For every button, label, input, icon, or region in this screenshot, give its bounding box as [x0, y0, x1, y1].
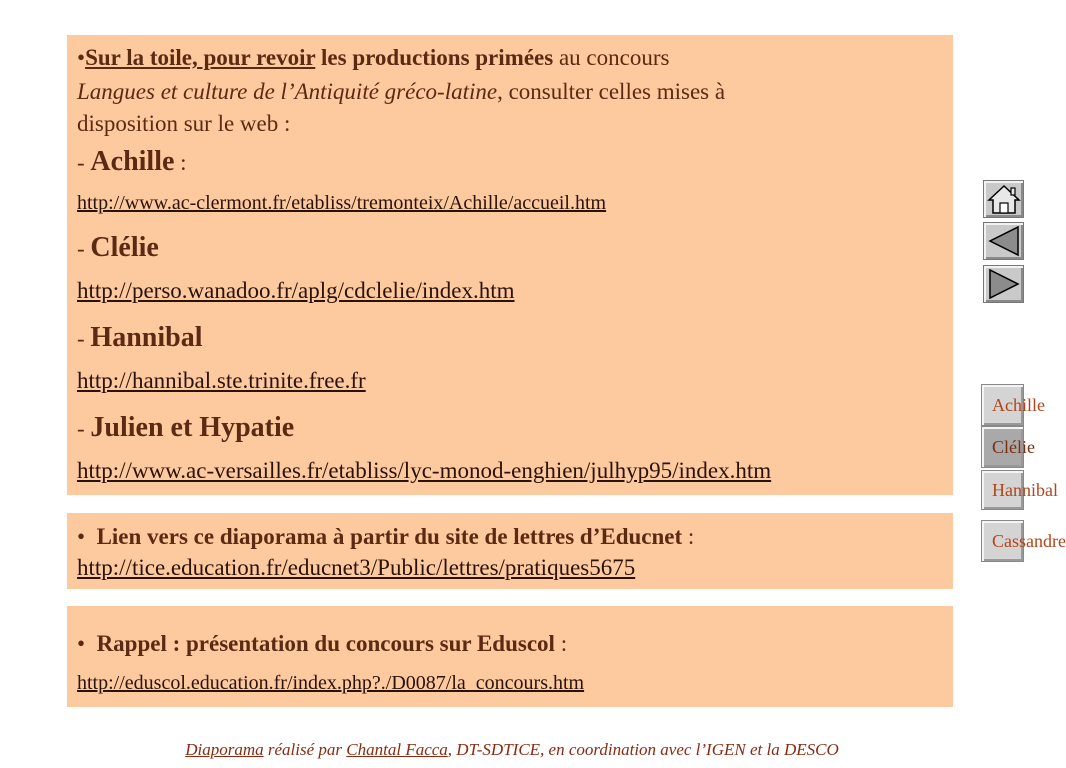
contest-name: Langues et culture de l’Antiquité gréco-latine: [77, 79, 498, 104]
dash: -: [77, 326, 91, 351]
side-button-achille[interactable]: [981, 384, 1045, 426]
achille-link[interactable]: http://www.ac-clermont.fr/etabliss/tremonteix/Achille/accueil.htm: [77, 192, 607, 214]
julien-link[interactable]: http://www.ac-versailles.fr/etabliss/lyc-monod-enghien/julhyp95/index.htm: [77, 458, 772, 483]
home-icon: [987, 183, 1021, 215]
dash: -: [77, 236, 91, 261]
item-achille-url-row: [77, 192, 606, 215]
intro-bold-text: les productions primées: [315, 45, 554, 70]
item-title: Julien et Hypatie: [90, 412, 295, 443]
side-button-cassandre[interactable]: [981, 520, 1066, 562]
item-hannibal-title: [77, 322, 202, 354]
diaporama-link[interactable]: Diaporama: [185, 740, 264, 759]
intro-bullet: •: [77, 45, 86, 70]
dash: -: [77, 416, 91, 441]
intro-text-3: disposition sur le web :: [77, 111, 291, 136]
educnet-text: Lien vers ce diaporama à partir du site de lettres d’Educnet: [96, 524, 683, 549]
educnet-line: [77, 521, 943, 553]
intro-link[interactable]: Sur la toile, pour revoir: [85, 45, 316, 70]
item-clelie-title: [77, 232, 159, 264]
author-link[interactable]: Chantal Facca: [346, 740, 448, 759]
item-title: Achille: [90, 146, 175, 177]
item-title: Hannibal: [90, 322, 203, 353]
side-button-label: Achille: [992, 394, 1045, 415]
item-achille-title: [77, 146, 187, 178]
dash: -: [77, 150, 91, 175]
footer: [0, 740, 1024, 760]
eduscol-url-row: [77, 660, 943, 705]
colon: :: [682, 524, 695, 549]
item-julien-url-row: [77, 458, 771, 484]
triangle-left-icon: [987, 225, 1021, 257]
bullet: •: [77, 631, 86, 656]
side-button-label: Clélie: [992, 436, 1035, 457]
bullet: •: [77, 524, 86, 549]
educnet-panel: [67, 513, 953, 589]
item-hannibal-url-row: [77, 368, 366, 394]
home-button[interactable]: [983, 180, 1024, 218]
intro-text: au concours: [553, 45, 670, 70]
side-button-clelie[interactable]: [981, 426, 1035, 468]
next-button[interactable]: [983, 265, 1024, 303]
eduscol-text: Rappel : présentation du concours sur Eduscol: [96, 631, 555, 656]
intro-line-3: [77, 109, 943, 139]
hannibal-link[interactable]: http://hannibal.ste.trinite.free.fr: [77, 368, 366, 393]
footer-text-2: , DT-SDTICE, en coordination avec l’IGEN et la DESCO: [447, 740, 839, 759]
triangle-right-icon: [987, 268, 1021, 300]
educnet-link[interactable]: http://tice.education.fr/educnet3/Public/lettres/pratiques5675: [77, 555, 636, 580]
footer-text-1: réalisé par: [263, 740, 347, 759]
side-button-label: Cassandre: [992, 530, 1066, 551]
intro-line-1: [77, 41, 943, 75]
colon: :: [174, 150, 187, 175]
item-title: Clélie: [90, 232, 159, 263]
eduscol-panel: [67, 606, 953, 707]
links-panel: [67, 35, 953, 495]
intro-text-2: , consulter celles mises à: [497, 79, 726, 104]
colon: :: [554, 631, 568, 656]
previous-button[interactable]: [983, 222, 1024, 260]
intro-line-2: [77, 75, 943, 109]
side-button-hannibal[interactable]: [981, 470, 1058, 510]
side-button-label: Hannibal: [992, 479, 1058, 500]
item-julien-title: [77, 412, 294, 444]
educnet-url-row: [77, 553, 943, 583]
clelie-link[interactable]: http://perso.wanadoo.fr/aplg/cdclelie/index.htm: [77, 278, 515, 303]
item-clelie-url-row: [77, 278, 515, 304]
eduscol-link[interactable]: http://eduscol.education.fr/index.php?./D0087/la_concours.htm: [77, 672, 585, 694]
eduscol-line: [77, 628, 943, 660]
